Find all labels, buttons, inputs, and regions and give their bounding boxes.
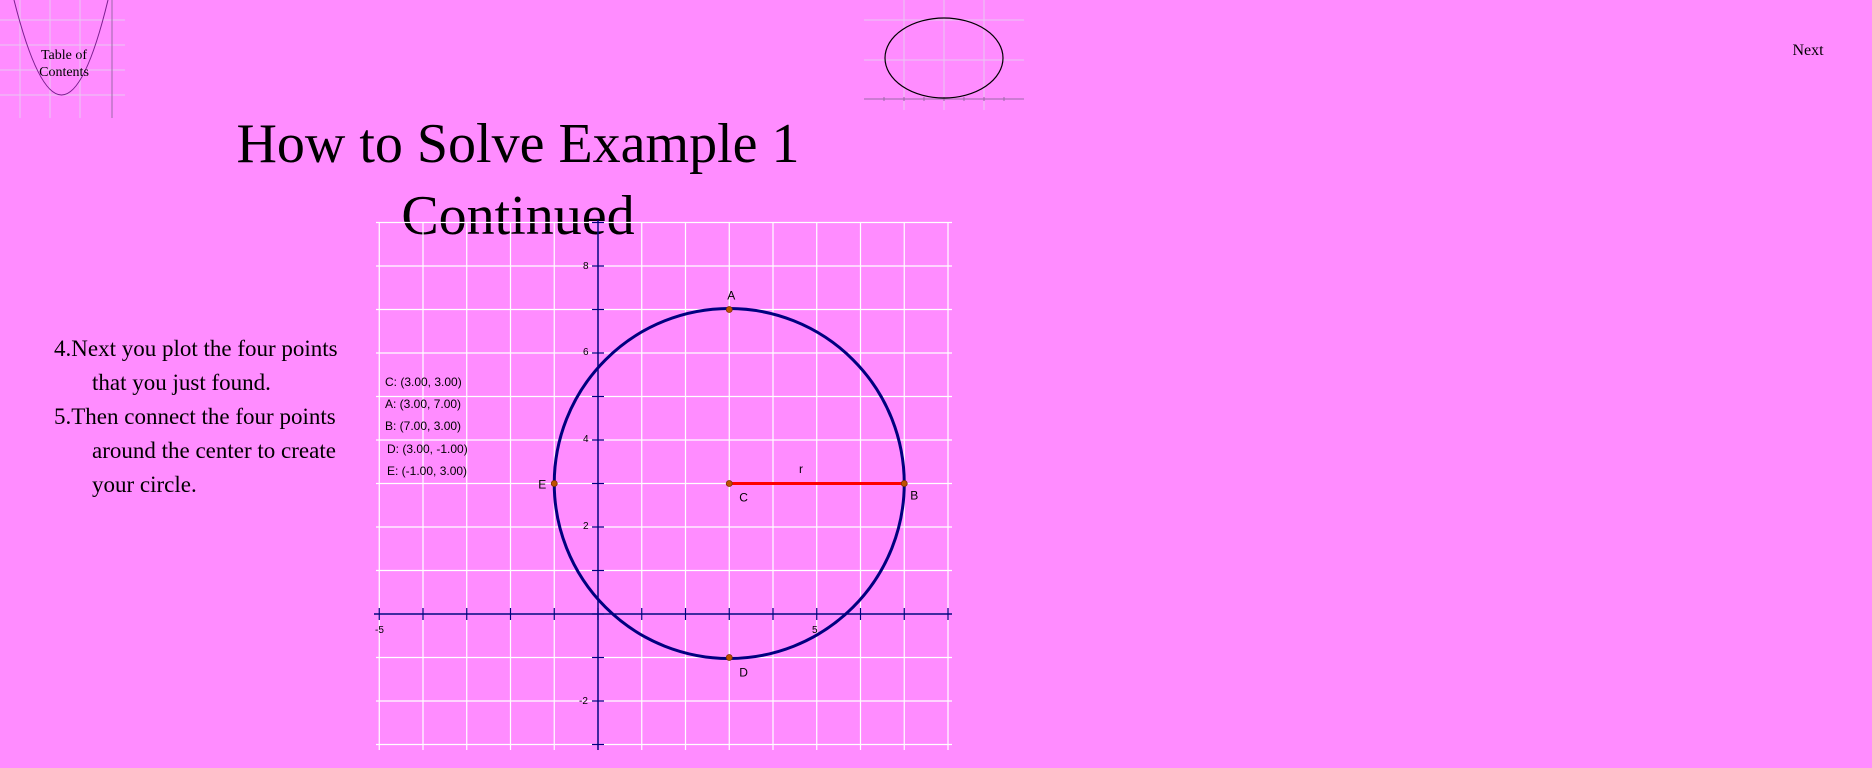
coordinate-graph <box>368 218 958 758</box>
tick-label-y-neg2: -2 <box>579 696 588 707</box>
toc-label-line1: Table of <box>40 48 88 63</box>
instruction-steps <box>54 332 354 502</box>
tick-label-y-2: 2 <box>583 521 589 532</box>
point-e <box>551 481 557 487</box>
next-label: Next <box>1792 42 1824 59</box>
radius-label: r <box>799 462 803 476</box>
coord-readout-d: D: (3.00, -1.00) <box>387 442 468 456</box>
next-button[interactable] <box>864 0 1824 110</box>
step-5: 5.Then connect the four points around the center to create your circle. <box>54 404 336 497</box>
tick-label-y-8: 8 <box>583 261 589 272</box>
coord-readout-b: B: (7.00, 3.00) <box>385 419 462 433</box>
tick-label-y-6: 6 <box>583 347 589 358</box>
tick-label-x-neg5: -5 <box>375 625 384 636</box>
coord-readout-c: C: (3.00, 3.00) <box>385 375 462 389</box>
coord-readout-a: A: (3.00, 7.00) <box>385 397 462 411</box>
toc-label-line2: Contents <box>39 65 89 80</box>
toc-label <box>22 47 106 81</box>
table-of-contents-button[interactable] <box>0 0 125 118</box>
point-label-e: E <box>538 477 547 492</box>
point-b <box>901 481 907 487</box>
point-label-a: A <box>727 288 736 303</box>
point-label-c: C <box>739 490 748 505</box>
slide-title-line2: Continued <box>401 185 635 247</box>
slide-title-line1: How to Solve Example 1 <box>236 113 800 175</box>
point-a <box>726 307 732 313</box>
step-4: 4.Next you plot the four points that you just found. <box>54 336 338 395</box>
next-circle-graphic <box>864 0 1024 110</box>
graph-grid <box>376 222 952 750</box>
tick-label-x-5: 5 <box>812 625 818 636</box>
point-label-d: D <box>739 665 748 680</box>
tick-label-y-4: 4 <box>583 434 589 445</box>
point-label-b: B <box>910 488 919 503</box>
point-d <box>726 655 732 661</box>
coord-readout-e: E: (-1.00, 3.00) <box>387 464 468 478</box>
point-c <box>726 481 732 487</box>
